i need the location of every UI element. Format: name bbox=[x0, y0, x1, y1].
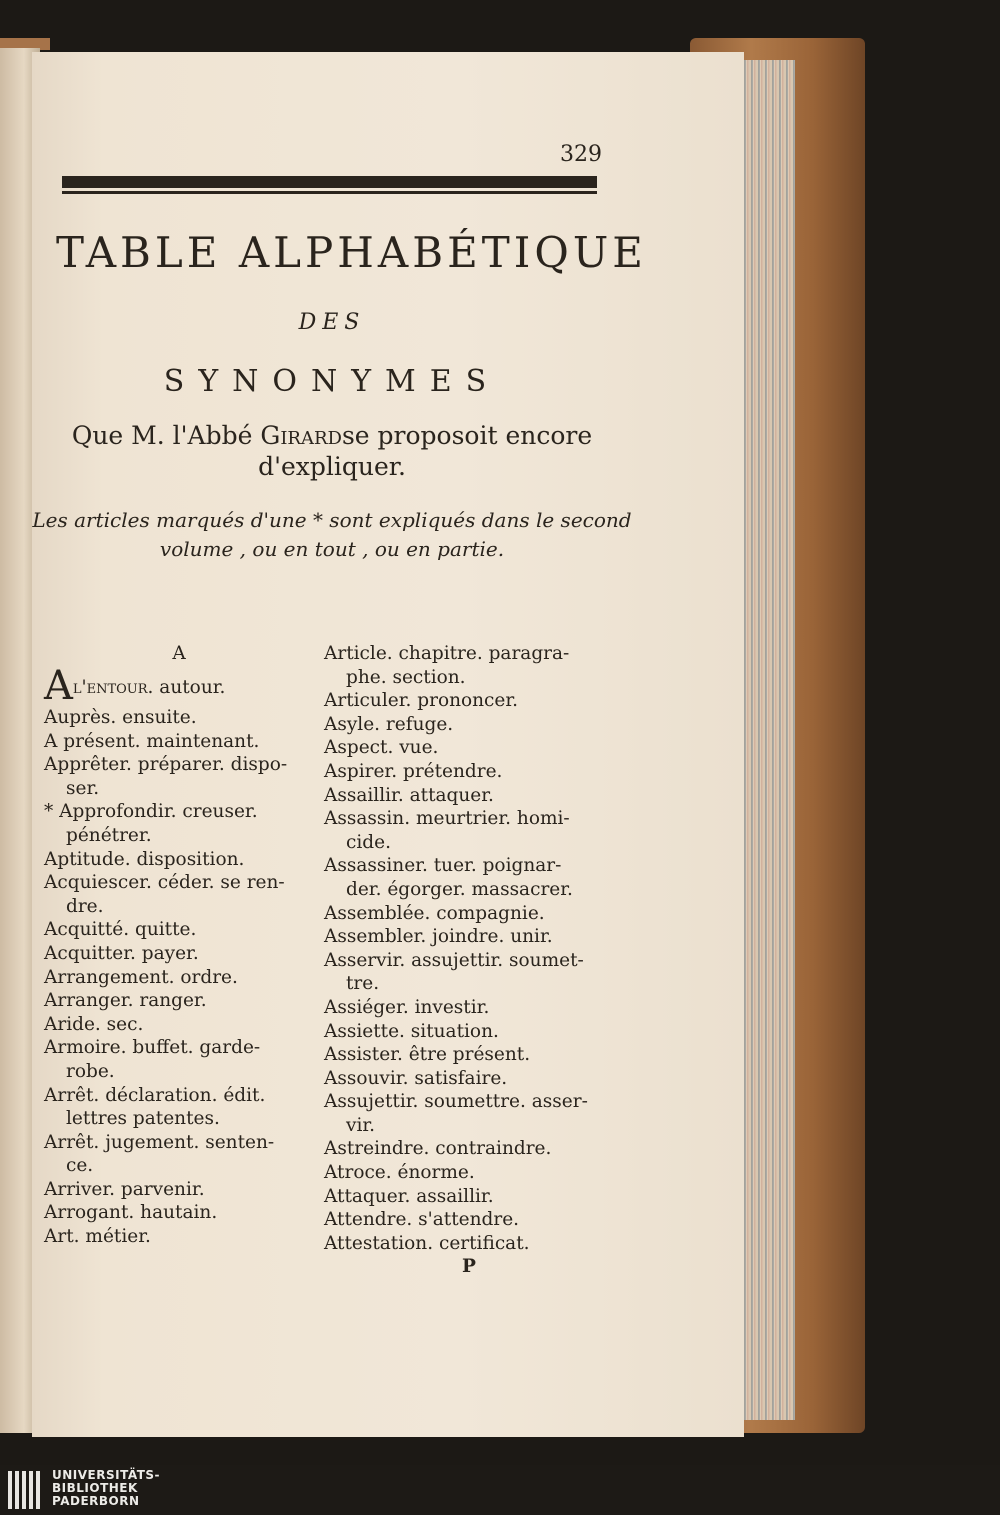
index-entry: Apprêter. préparer. dispo- bbox=[44, 754, 288, 776]
page-edges bbox=[735, 60, 795, 1420]
index-entry: Arriver. parvenir. bbox=[44, 1178, 205, 1200]
index-entry: pénétrer. bbox=[66, 824, 152, 846]
index-entry: Atroce. énorme. bbox=[324, 1162, 475, 1184]
book-page bbox=[32, 52, 744, 1437]
index-entry: ce. bbox=[66, 1155, 94, 1177]
index-entry: Arrêt. jugement. senten- bbox=[44, 1131, 275, 1153]
index-entry: Assiette. situation. bbox=[324, 1020, 499, 1042]
index-entry: dre. bbox=[66, 895, 104, 917]
index-entry: Assemblée. compagnie. bbox=[324, 902, 545, 924]
library-name-line2: BIBLIOTHEK bbox=[52, 1481, 138, 1495]
header-rule bbox=[62, 176, 597, 188]
index-entry: ser. bbox=[66, 777, 100, 799]
index-entry: Acquitté. quitte. bbox=[44, 919, 197, 941]
library-logo-icon bbox=[8, 1471, 44, 1509]
right-column bbox=[324, 642, 614, 1279]
index-entry: Arrogant. hautain. bbox=[44, 1202, 218, 1224]
index-entry: Article. chapitre. paragra- bbox=[324, 643, 570, 664]
index-entry: Aspirer. prétendre. bbox=[324, 760, 503, 782]
title-synonymes: SYNONYMES bbox=[163, 364, 501, 399]
index-entry: Assister. être présent. bbox=[324, 1044, 531, 1066]
index-entry: * Approfondir. creuser. bbox=[44, 801, 258, 823]
library-name-line1: UNIVERSITÄTS- bbox=[52, 1468, 161, 1482]
index-entry: Asservir. assujettir. soumet- bbox=[324, 949, 584, 971]
index-entry: Acquiescer. céder. se ren- bbox=[44, 872, 285, 894]
library-name-line3: PADERBORN bbox=[52, 1494, 140, 1508]
left-entry-list bbox=[44, 706, 314, 1249]
drop-initial: A bbox=[44, 663, 73, 709]
index-entry: Assassin. meurtrier. homi- bbox=[324, 808, 570, 830]
index-entry: tre. bbox=[346, 973, 380, 995]
library-name bbox=[52, 1469, 160, 1508]
index-entry: Arranger. ranger. bbox=[44, 990, 207, 1012]
title-des: DES bbox=[298, 310, 366, 335]
index-entry: phe. section. bbox=[346, 666, 466, 688]
subtitle bbox=[32, 420, 632, 482]
index-entry: Arrêt. déclaration. édit. bbox=[44, 1084, 266, 1106]
left-column bbox=[44, 642, 314, 1249]
index-entry: Assouvir. satisfaire. bbox=[324, 1067, 508, 1089]
index-entry: lettres patentes. bbox=[66, 1108, 220, 1130]
index-entry: Auprès. ensuite. bbox=[44, 707, 197, 728]
index-entry: Astreindre. contraindre. bbox=[324, 1138, 552, 1160]
index-entry: Aptitude. disposition. bbox=[44, 848, 245, 870]
index-entry: Assiéger. investir. bbox=[324, 996, 490, 1018]
section-letter: A bbox=[172, 643, 186, 664]
subtitle-name: Girard bbox=[260, 421, 342, 450]
index-entry: A présent. maintenant. bbox=[44, 730, 260, 752]
page-number: 329 bbox=[560, 142, 602, 167]
index-entry: robe. bbox=[66, 1060, 115, 1082]
index-entry: Assaillir. attaquer. bbox=[324, 784, 494, 806]
page-title: TABLE ALPHABÉTIQUE bbox=[56, 228, 647, 277]
index-entry: Assujettir. soumettre. asser- bbox=[324, 1091, 588, 1113]
library-footer bbox=[0, 1465, 1000, 1515]
catchword: P bbox=[462, 1256, 476, 1278]
index-entry: Aride. sec. bbox=[44, 1013, 144, 1035]
index-entry: Assassiner. tuer. poignar- bbox=[324, 855, 562, 877]
subtitle-after: se proposoit encore d'expliquer. bbox=[258, 421, 593, 481]
subtitle-before: Que M. l'Abbé bbox=[71, 421, 261, 450]
italic-note: Les articles marqués d'une * sont expliqués dans le second volume , ou en tout , ou en partie. bbox=[32, 508, 632, 561]
index-entry: vir. bbox=[346, 1114, 376, 1136]
index-entry: der. égorger. massacrer. bbox=[346, 878, 573, 900]
index-entry: Armoire. buffet. garde- bbox=[44, 1037, 261, 1059]
index-entry: Articuler. prononcer. bbox=[324, 690, 519, 712]
index-entry: Acquitter. payer. bbox=[44, 942, 199, 964]
index-entry: Asyle. refuge. bbox=[324, 713, 454, 735]
index-entry: Assembler. joindre. unir. bbox=[324, 926, 553, 948]
right-entry-list bbox=[324, 642, 614, 1255]
first-entry bbox=[44, 663, 314, 709]
index-entry: Arrangement. ordre. bbox=[44, 966, 238, 988]
index-entry: Attestation. certificat. bbox=[324, 1232, 530, 1254]
index-entry: Art. métier. bbox=[44, 1226, 151, 1248]
index-entry: Aspect. vue. bbox=[324, 737, 439, 759]
index-entry: Attendre. s'attendre. bbox=[324, 1209, 520, 1231]
first-entry-smallcaps: l'entour bbox=[72, 677, 148, 698]
index-entry: cide. bbox=[346, 831, 391, 853]
first-entry-tail: . autour. bbox=[147, 677, 226, 698]
index-entry: Attaquer. assaillir. bbox=[324, 1185, 494, 1207]
